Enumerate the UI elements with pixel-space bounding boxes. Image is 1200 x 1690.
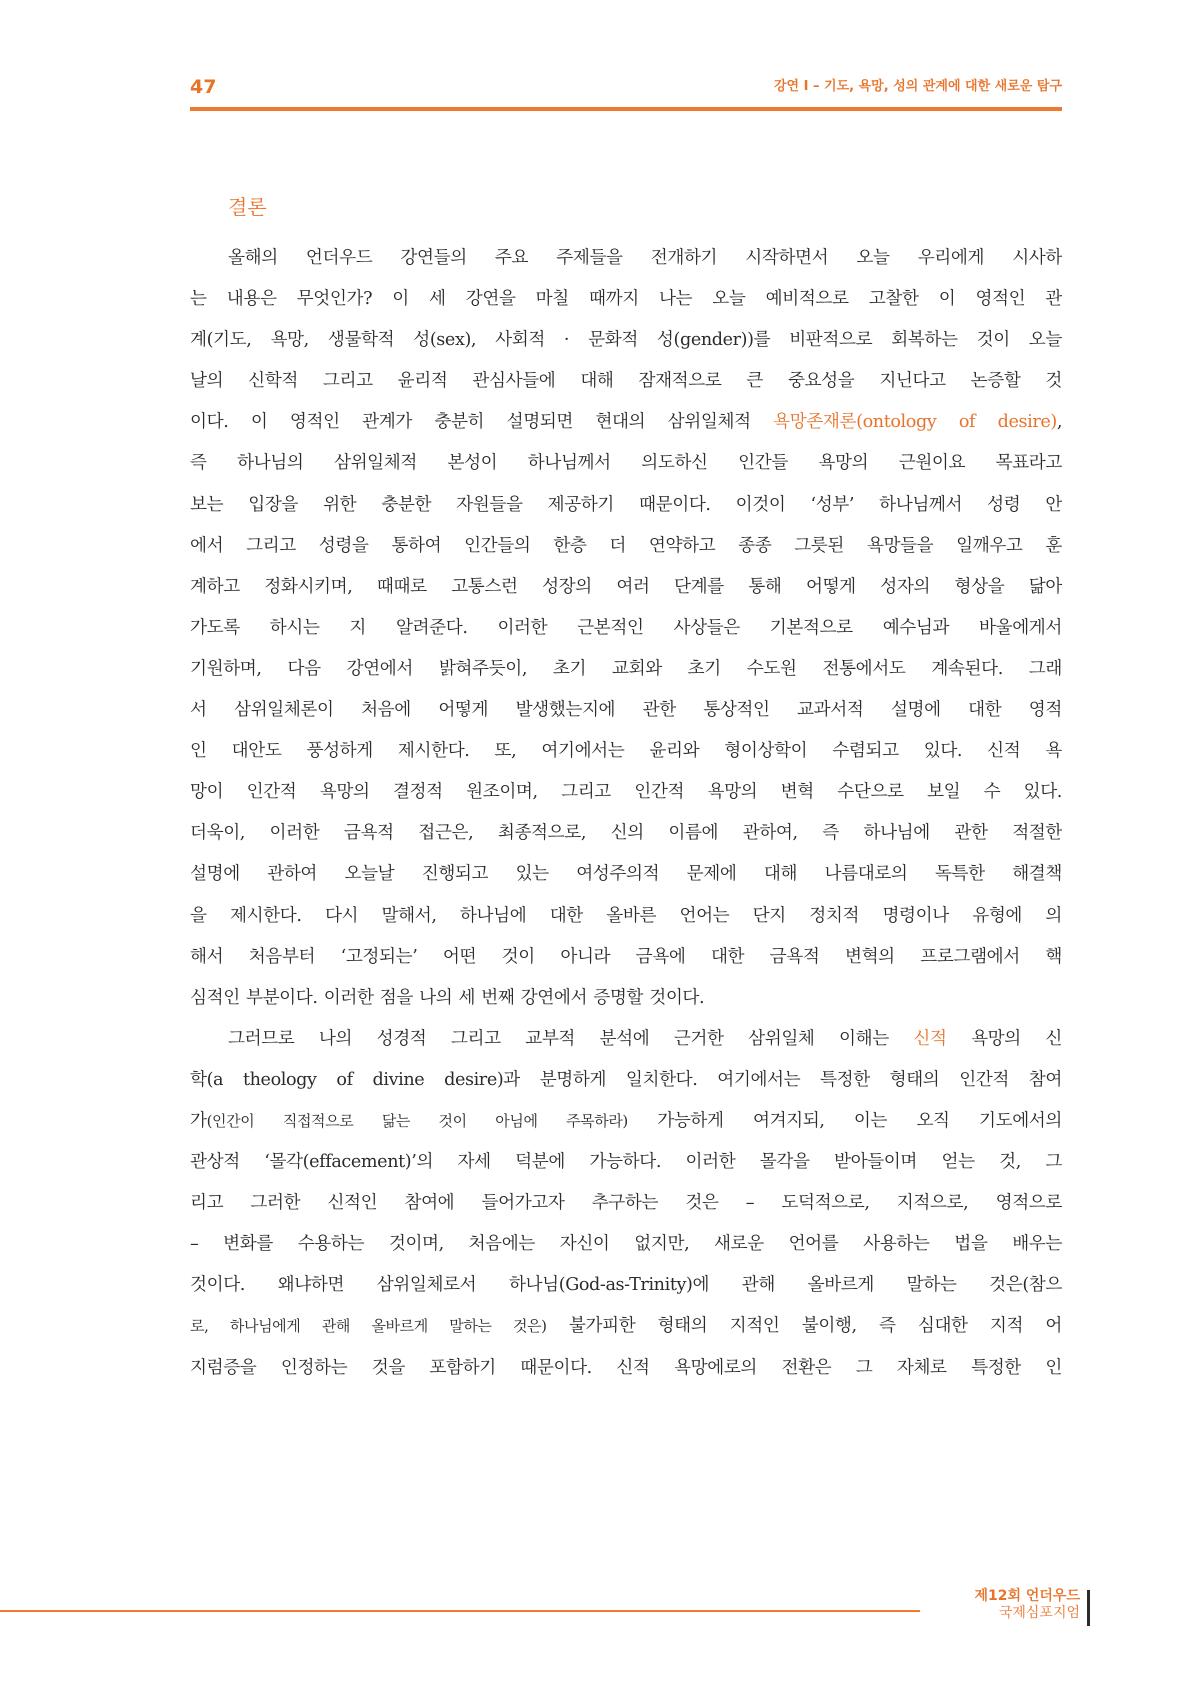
paragraph-2-line: – 변화를 수용하는 것이며, 처음에는 자신이 없지만, 새로운 언어를 사용하는 법을 배우는	[190, 1234, 1062, 1255]
paragraph-2-line: 리고 그러한 신적인 참여에 들어가고자 추구하는 것은 – 도덕적으로, 지적으로, 영적으로	[190, 1193, 1062, 1214]
paragraph-1-line: 해서 처음부터 ‘고정되는’ 어떤 것이 아니라 금욕에 대한 금욕적 변혁의 프로그램에서 핵	[190, 946, 1062, 967]
body-text	[190, 238, 1062, 1389]
paragraph-2-line: 학(a theology of divine desire)과 분명하게 일치한다. 여기에서는 특정한 형태의 인간적 참여	[190, 1069, 1062, 1090]
paragraph-1-line: 인 대안도 풍성하게 제시한다. 또, 여기에서는 윤리와 형이상학이 수렴되고 있다. 신적 욕	[190, 741, 1062, 762]
paragraph-1-line: 보는 입장을 위한 충분한 자원들을 제공하기 때문이다. 이것이 ‘성부’ 하나님께서 성령 안	[190, 494, 1062, 515]
paragraph-2-line: 관상적 ‘몰각(effacement)’의 자세 덕분에 가능하다. 이러한 몰각을 받아들이며 얻는 것, 그	[190, 1152, 1062, 1173]
paragraph-1-line: 즉 하나님의 삼위일체적 본성이 하나님께서 의도하신 인간들 욕망의 근원이요 목표라고	[190, 453, 1062, 474]
highlighted-term: 욕망존재론(ontology of desire)	[773, 412, 1057, 433]
paragraph-2-line: 지럼증을 인정하는 것을 포함하기 때문이다. 신적 욕망에로의 전환은 그 자체로 특정한 인	[190, 1357, 1062, 1378]
paragraph-2-line: 로, 하나님에게 관해 올바르게 말하는 것은) 불가피한 형태의 지적인 불이행, 즉 심대한 지적 어	[190, 1316, 1062, 1337]
paragraph-1-line: 을 제시한다. 다시 말해서, 하나님에 대한 올바른 언어는 단지 정치적 명령이나 유형에 의	[190, 905, 1062, 926]
paragraph-1-line: 기원하며, 다음 강연에서 밝혀주듯이, 초기 교회와 초기 수도원 전통에서도 계속된다. 그래	[190, 658, 1062, 679]
highlighted-term: 신적	[913, 1028, 947, 1049]
paragraph-1-line: 서 삼위일체론이 처음에 어떻게 발생했는지에 관한 통상적인 교과서적 설명에 대한 영적	[190, 700, 1062, 721]
paragraph-1-line: 올해의 언더우드 강연들의 주요 주제들을 전개하기 시작하면서 오늘 우리에게 시사하	[228, 248, 1062, 268]
paragraph-1-line: 심적인 부분이다. 이러한 점을 나의 세 번째 강연에서 증명할 것이다.	[190, 987, 705, 1008]
paragraph-2-line: 가(인간이 직접적으로 닮는 것이 아님에 주목하라) 가능하게 여겨지되, 이는 오직 기도에서의	[190, 1110, 1062, 1131]
paragraph-1-line: 날의 신학적 그리고 윤리적 관심사들에 대해 잠재적으로 큰 중요성을 지닌다고 논증할 것	[190, 371, 1062, 392]
paragraph-1-line: 이다. 이 영적인 관계가 충분히 설명되면 현대의 삼위일체적 욕망존재론(ontology of desire),	[190, 412, 1062, 433]
paragraph-1-line: 더욱이, 이러한 금욕적 접근은, 최종적으로, 신의 이름에 관하여, 즉 하나님에 관한 적절한	[190, 823, 1062, 844]
footer-line-1: 제12회 언더우드	[974, 1588, 1080, 1604]
paragraph-1-line: 에서 그리고 성령을 통하여 인간들의 한층 더 연약하고 종종 그릇된 욕망들을 일깨우고 훈	[190, 535, 1062, 556]
paragraph-2-line: 그러므로 나의 성경적 그리고 교부적 분석에 근거한 삼위일체 이해는 신적 욕망의 신	[228, 1028, 1062, 1049]
page-number: 47	[190, 76, 217, 98]
footer-rule	[0, 1610, 920, 1612]
header-rule	[190, 107, 1062, 111]
paragraph-1-line: 는 내용은 무엇인가? 이 세 강연을 마칠 때까지 나는 오늘 예비적으로 고찰한 이 영적인 관	[190, 289, 1062, 310]
paragraph-1-line: 계하고 정화시키며, 때때로 고통스런 성장의 여러 단계를 통해 어떻게 성자의 형상을 닮아	[190, 576, 1062, 597]
section-heading: 결론	[228, 195, 267, 219]
running-title: 강연 I – 기도, 욕망, 성의 관계에 대한 새로운 탐구	[774, 79, 1062, 94]
paragraph-1-line: 설명에 관하여 오늘날 진행되고 있는 여성주의적 문제에 대해 나름대로의 독특한 해결책	[190, 864, 1062, 885]
footer-divider-bar	[1087, 1590, 1090, 1626]
paragraph-1-line: 계(기도, 욕망, 생물학적 성(sex), 사회적 · 문화적 성(gender))를 비판적으로 회복하는 것이 오늘	[190, 330, 1062, 351]
paragraph-1-line: 망이 인간적 욕망의 결정적 원조이며, 그리고 인간적 욕망의 변혁 수단으로 보일 수 있다.	[190, 782, 1062, 803]
footer-symposium-label	[974, 1588, 1080, 1622]
header-bar	[190, 74, 1062, 100]
paragraph-2-line: 것이다. 왜냐하면 삼위일체로서 하나님(God-as-Trinity)에 관해 올바르게 말하는 것은(참으	[190, 1275, 1062, 1296]
paragraph-1-line: 가도록 하시는 지 알려준다. 이러한 근본적인 사상들은 기본적으로 예수님과 바울에게서	[190, 617, 1062, 638]
footer-line-2: 국제심포지엄	[998, 1605, 1080, 1621]
